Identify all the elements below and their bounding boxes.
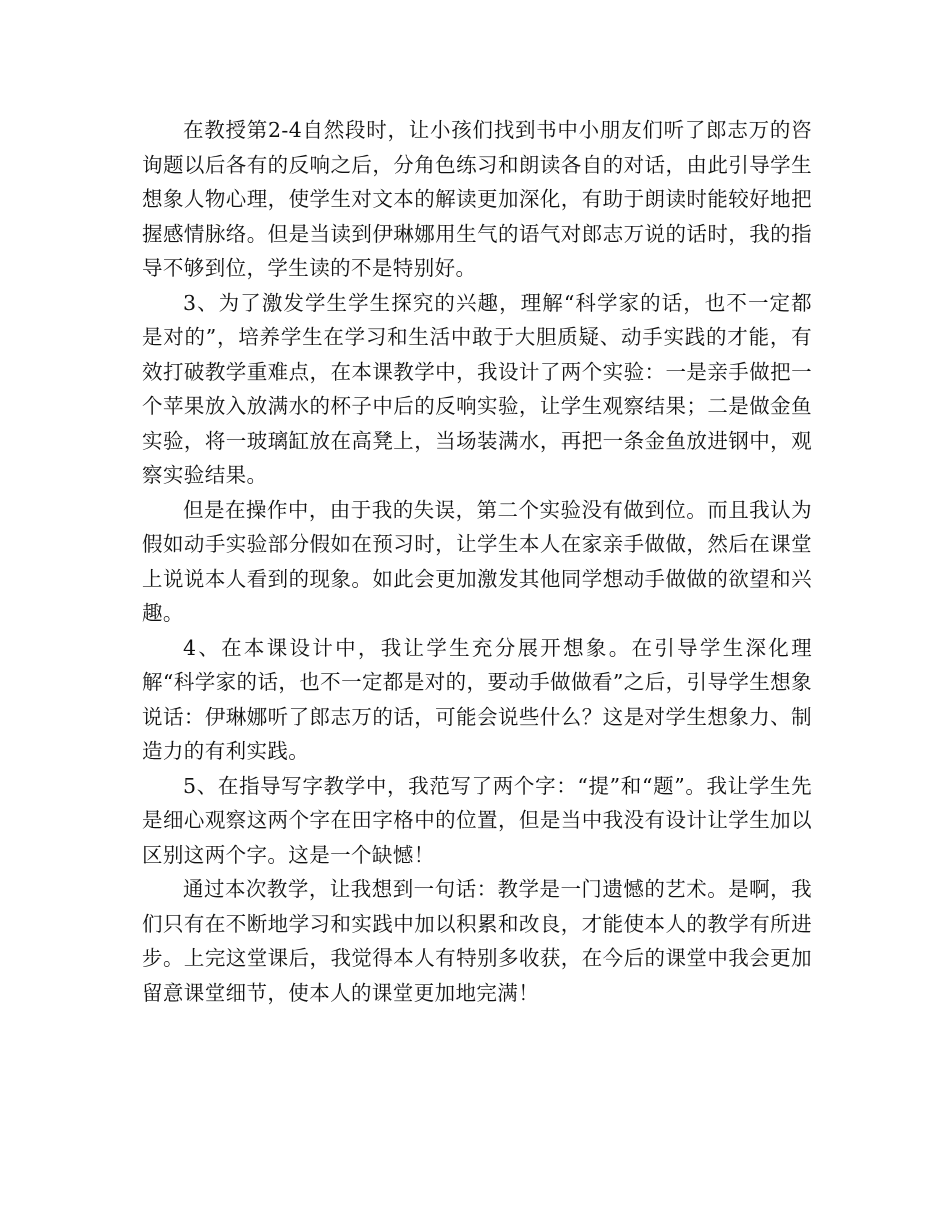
paragraph-reading-guidance: 在教授第2-4自然段时，让小孩们找到书中小朋友们听了郎志万的咨询题以后各有的反响之后，分角色练习和朗读各自的对话，由此引导学生想象人物心理，使学生对文本的解读更加深化，有助于朗读时能较好地把握感情脉络。但是当读到伊琳娜用生气的语气对郎志万说的话时，我的指导不够到位，学生读的不是特别好。 — [142, 118, 812, 280]
paragraph-imagination: 4、在本课设计中，我让学生充分展开想象。在引导学生深化理解“科学家的话，也不一定都是对的，要动手做做看”之后，引导学生想象说话：伊琳娜听了郎志万的话，可能会说些什么？这是对学生想象力、制造力的有利实践。 — [142, 635, 812, 763]
paragraph-writing-teaching: 5、在指导写字教学中，我范写了两个字：“提”和“题”。我让学生先是细心观察这两个字在田字格中的位置，但是当中我没有设计让学生加以区别这两个字。这是一个缺憾！ — [142, 773, 812, 867]
paragraph-experiments: 3、为了激发学生学生探究的兴趣，理解“科学家的话，也不一定都是对的”，培养学生在学习和生活中敢于大胆质疑、动手实践的才能，有效打破教学重难点，在本课教学中，我设计了两个实验：一是亲手做把一个苹果放入放满水的杯子中后的反响实验，让学生观察结果；二是做金鱼实验，将一玻璃缸放在高凳上，当场装满水，再把一条金鱼放进钢中，观察实验结果。 — [142, 290, 812, 487]
document-body — [142, 113, 812, 1010]
paragraph-operation-mistake: 但是在操作中，由于我的失误，第二个实验没有做到位。而且我认为假如动手实验部分假如在预习时，让学生本人在家亲手做做，然后在课堂上说说本人看到的现象。如此会更加激发其他同学想动手做做的欲望和兴趣。 — [142, 497, 812, 625]
paragraph-conclusion: 通过本次教学，让我想到一句话：教学是一门遗憾的艺术。是啊，我们只有在不断地学习和实践中加以积累和改良，才能使本人的教学有所进步。上完这堂课后，我觉得本人有特别多收获，在今后的课堂中我会更加留意课堂细节，使本人的课堂更加地完满！ — [142, 877, 812, 1005]
